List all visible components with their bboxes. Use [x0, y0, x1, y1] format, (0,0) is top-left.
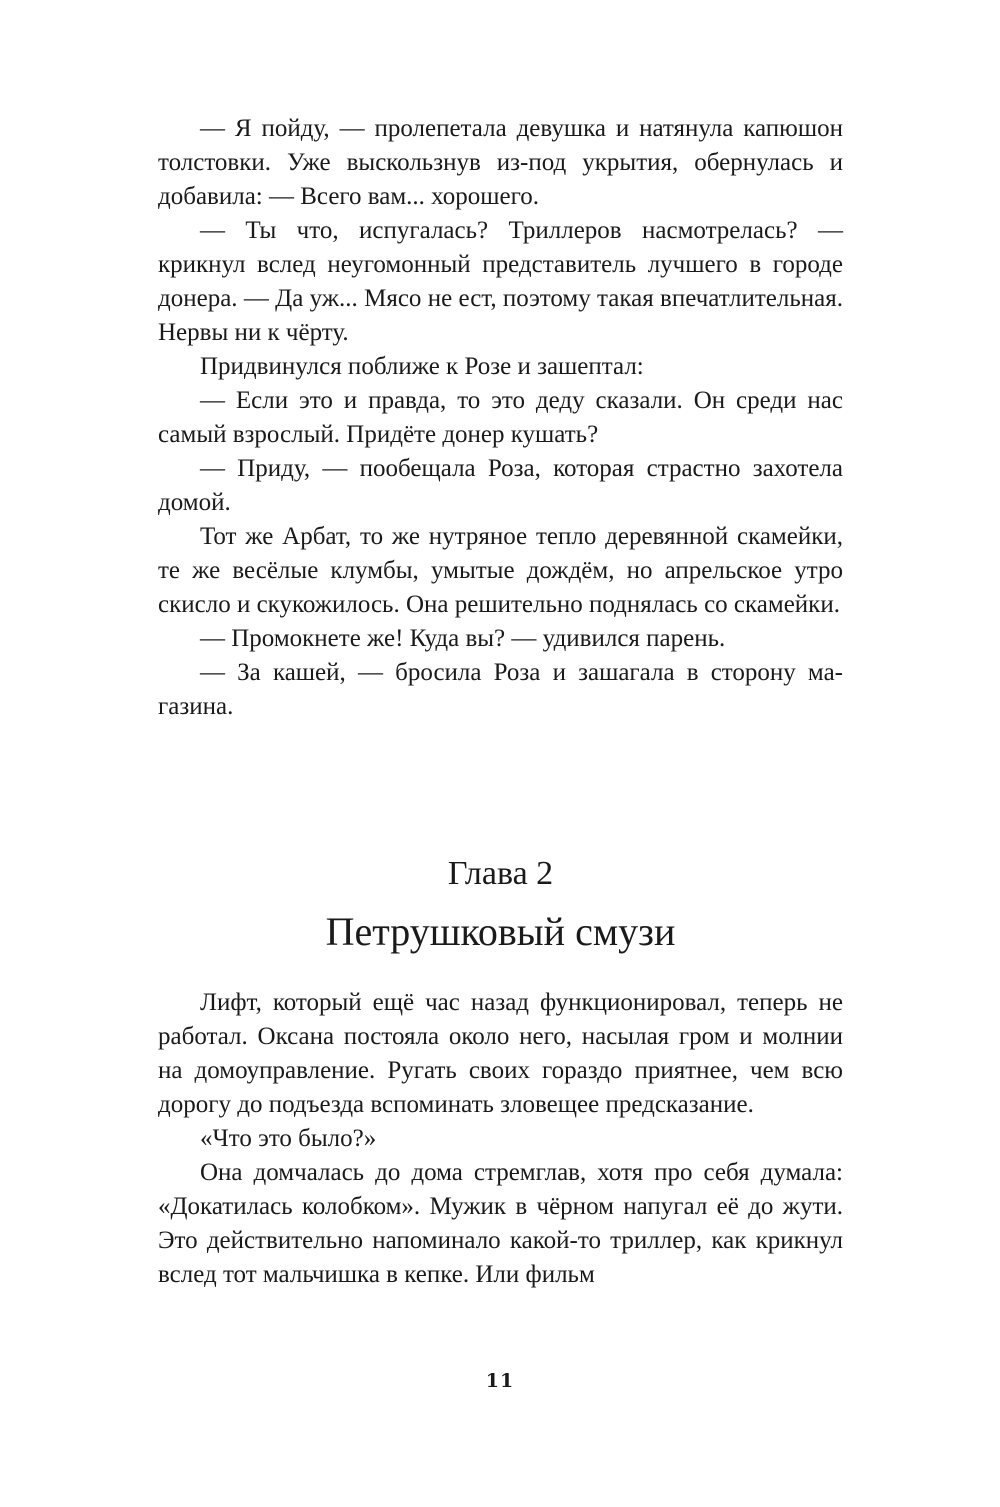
- paragraph: Она домчалась до дома стремглав, хотя про себя думала: «Докатилась колобком». Мужик в чёрном напугал её до жути. Это действительно напоминало какой-то триллер, как крикнул вслед тот мальчишка в кепке. Или фильм: [158, 1159, 843, 1288]
- paragraph: Придвинулся поближе к Розе и зашептал:: [200, 353, 644, 380]
- paragraph: Тот же Арбат, то же нутряное тепло деревянной скамейки, те же весёлые клумбы, умытые дождём, но апрельское утро скисло и скукожилось. Она решительно поднялась со скамейки.: [158, 523, 843, 618]
- page-body: [158, 112, 843, 1292]
- paragraph: «Что это было?»: [200, 1125, 377, 1152]
- paragraph: Лифт, который ещё час назад функционировал, теперь не работал. Оксана постояла около него, насылая гром и молнии на домоуправление. Ругать своих гораздо приятнее, чем всю дорогу до подъезда вспоминать зловещее предсказание.: [158, 989, 843, 1118]
- paragraph: — Если это и правда, то это деду сказали. Он среди нас самый взрослый. Придёте донер кушать?: [158, 387, 843, 448]
- paragraph: — Я пойду, — пролепетала девушка и натянула капюшон толстовки. Уже выскользнув из-под укрытия, обернулась и добавила: — Всего вам... хорошего.: [158, 115, 843, 210]
- page-number: 11: [485, 1370, 515, 1392]
- paragraph: — Ты что, испугалась? Триллеров насмотрелась? — крикнул вслед неугомонный представитель лучшего в городе донера. — Да уж... Мясо не ест, поэтому такая впечатлительная. Нервы ни к чёрту.: [158, 217, 843, 346]
- chapter-number: Глава 2: [447, 855, 554, 892]
- paragraph: — За кашей, — бросила Роза и зашагала в сторону магазина.: [158, 659, 843, 720]
- paragraph: — Промокнете же! Куда вы? — удивился парень.: [200, 625, 726, 652]
- text-after-chapter: [158, 986, 843, 1292]
- chapter-title: Петрушковый смузи: [325, 909, 676, 954]
- chapter-gap: [158, 956, 843, 986]
- section-break: [158, 724, 843, 852]
- paragraph: — Приду, — пообещала Роза, которая страстно захотела домой.: [158, 455, 843, 516]
- text-before-chapter: [158, 112, 843, 724]
